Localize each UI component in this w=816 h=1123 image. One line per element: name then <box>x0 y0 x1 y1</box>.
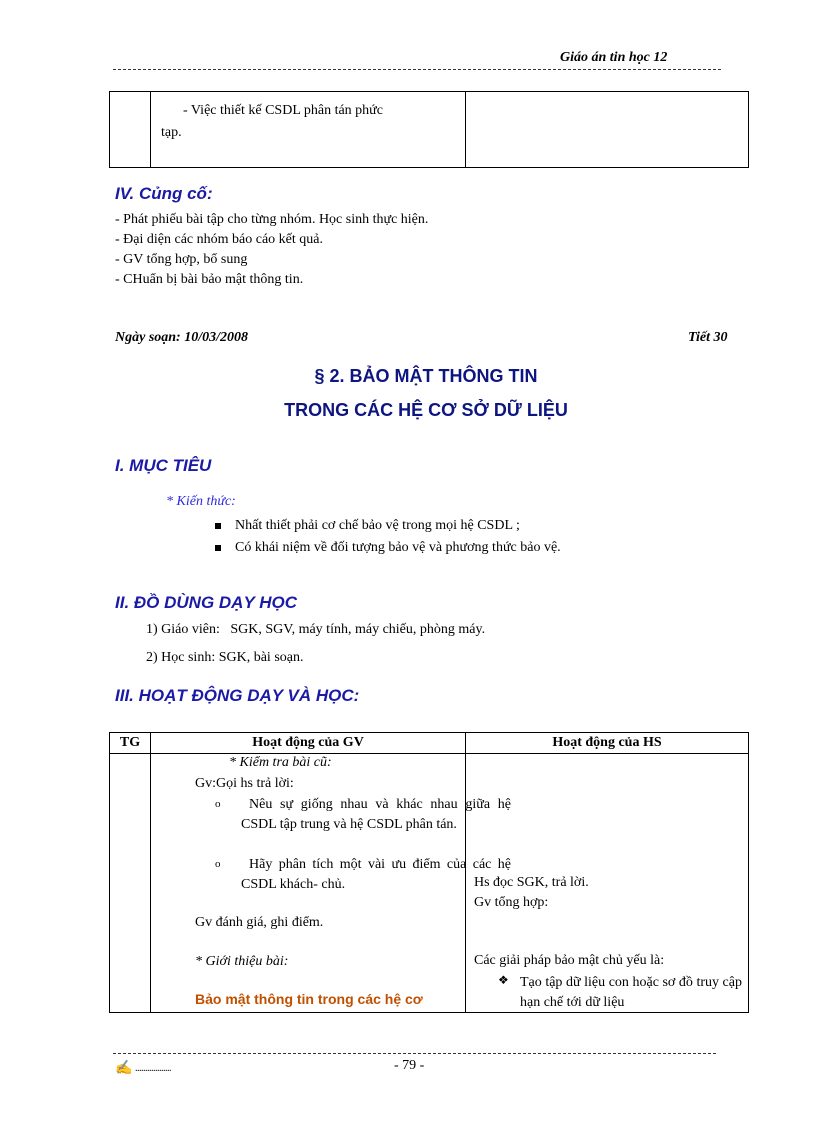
section-1-item-text: Có khái niệm về đối tượng bảo vệ và phương thức bảo vệ. <box>235 540 561 555</box>
gv-cell <box>151 754 511 1013</box>
top-table-line1: - Việc thiết kế CSDL phân tán phức <box>183 103 383 118</box>
header-hs: Hoạt động của HS <box>466 733 749 754</box>
footer-dots: .................. <box>135 1063 171 1074</box>
top-table-hs-cell <box>466 92 749 168</box>
lesson-date: Ngày soạn: 10/03/2008 <box>115 330 248 345</box>
section-1-item <box>215 515 561 537</box>
lesson-title-line2: TRONG CÁC HỆ CƠ SỞ DỮ LIỆU <box>284 400 568 420</box>
section-1-item-text: Nhất thiết phải cơ chế bảo vệ trong mọi hệ CSDL ; <box>235 518 520 533</box>
lesson-topic: Bảo mật thông tin trong các hệ cơ <box>195 991 423 1007</box>
section-2-item: 1) Giáo viên: SGK, SGV, máy tính, máy chiếu, phòng máy. <box>146 622 486 637</box>
circle-bullet-icon: o <box>215 858 221 870</box>
section-1-subtitle: * Kiến thức: <box>166 494 236 509</box>
section-4-item: - Phát phiếu bài tập cho từng nhóm. Học sinh thực hiện. <box>115 212 429 227</box>
top-table-tg-cell <box>110 92 151 168</box>
top-table-line2: tạp. <box>161 125 182 140</box>
check-title: * Kiểm tra bài cũ: <box>229 755 332 770</box>
ask-text: Gv:Gọi hs trả lời: <box>195 776 294 791</box>
section-1-item <box>215 537 561 559</box>
table-header-row <box>110 733 749 754</box>
pen-icon: ✍ <box>115 1061 133 1076</box>
section-2-title: II. ĐỒ DÙNG DẠY HỌC <box>115 593 297 612</box>
grade-text: Gv đánh giá, ghi điểm. <box>195 915 324 930</box>
header-divider <box>113 69 721 70</box>
hs-summary: Gv tổng hợp: <box>474 895 549 910</box>
diamond-bullet-icon: ❖ <box>498 973 509 987</box>
page-number: - 79 - <box>394 1058 425 1073</box>
header-tg: TG <box>110 733 151 754</box>
square-bullet-icon <box>215 545 221 551</box>
section-4-list <box>115 210 428 290</box>
section-1-title: I. MỤC TIÊU <box>115 456 212 475</box>
section-4-title: IV. Củng cố: <box>115 184 213 203</box>
section-3-title: III. HOẠT ĐỘNG DẠY VÀ HỌC: <box>115 686 360 705</box>
lesson-period: Tiết 30 <box>688 330 728 345</box>
section-4-item: - GV tổng hợp, bổ sung <box>115 252 248 267</box>
section-4-item: - Đại diện các nhóm báo cáo kết quả. <box>115 232 323 247</box>
question-2-text: Hãy phân tích một vài ưu điểm của các hệ CSDL khách- chủ. <box>241 857 511 892</box>
hs-cell <box>466 754 749 1013</box>
question-1-text: Nêu sự giống nhau và khác nhau giữa hệ CSDL tập trung và hệ CSDL phân tán. <box>241 797 511 832</box>
circle-bullet-icon: o <box>215 798 221 810</box>
lesson-title-line1: § 2. BẢO MẬT THÔNG TIN <box>314 366 538 386</box>
tg-cell <box>110 754 151 1013</box>
table-row <box>110 754 749 1013</box>
section-4-item: - CHuẩn bị bài bảo mật thông tin. <box>115 272 304 287</box>
footer-divider <box>113 1053 716 1054</box>
activity-table <box>109 732 749 1013</box>
section-1-list <box>215 515 561 559</box>
hs-read: Hs đọc SGK, trả lời. <box>474 875 589 890</box>
intro-title: * Giới thiệu bài: <box>195 954 289 969</box>
top-table-gv-cell <box>151 92 466 168</box>
hs-item-1: Tạo tập dữ liệu con hoặc sơ đồ truy cập hạn chế tới dữ liệu <box>520 975 742 1010</box>
header-title: Giáo án tin học 12 <box>560 50 668 65</box>
square-bullet-icon <box>215 523 221 529</box>
hs-solutions: Các giải pháp bảo mật chủ yếu là: <box>474 953 665 968</box>
top-table <box>109 91 749 168</box>
header-gv: Hoạt động của GV <box>151 733 466 754</box>
section-2-item: 2) Học sinh: SGK, bài soạn. <box>146 650 304 665</box>
